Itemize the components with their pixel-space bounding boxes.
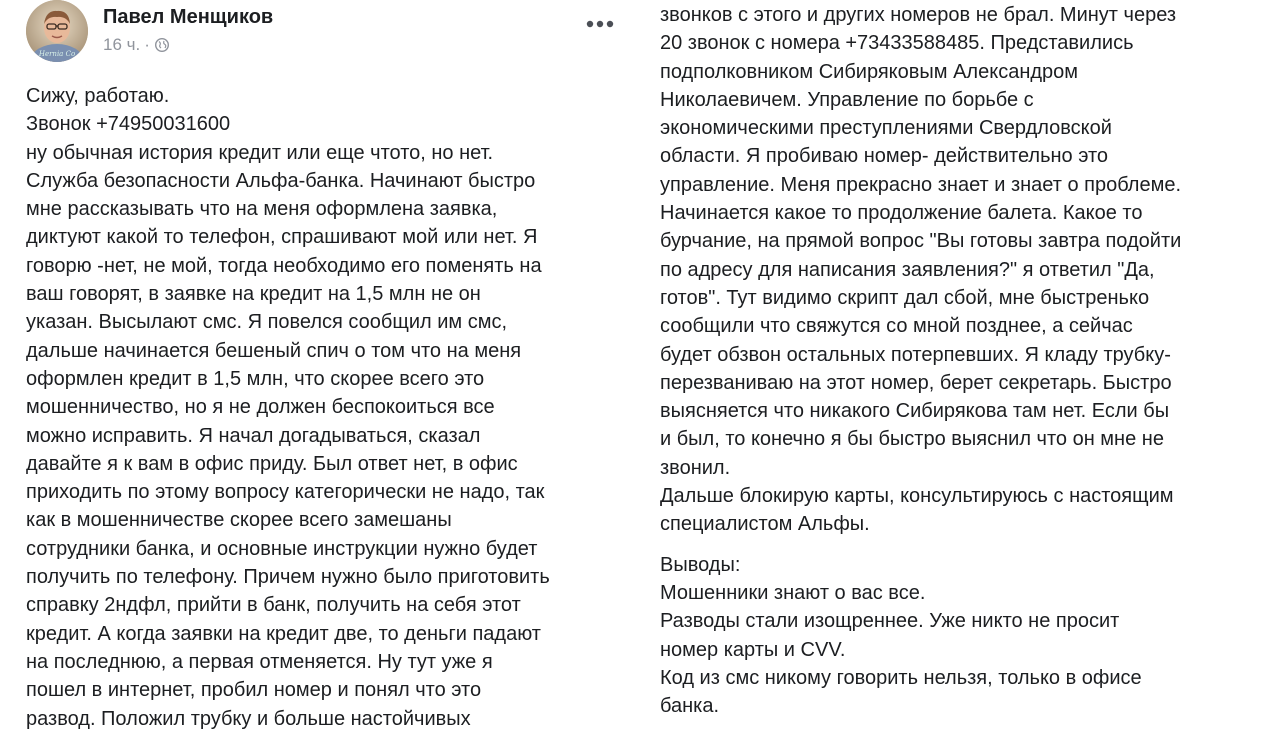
post-line: на последнюю, а первая отменяется. Ну тут уже я [26,650,493,673]
post-line: бурчание, на прямой вопрос "Вы готовы завтра подойти [660,230,1182,253]
post-line: области. Я пробиваю номер- действительно это [660,145,1109,168]
post-line: пошел в интернет, пробил номер и понял что это [26,679,482,702]
post-meta [103,35,170,55]
post-line: Разводы стали изощреннее. Уже никто не просит [660,610,1120,633]
globe-icon[interactable] [154,37,170,53]
post-line: можно исправить. Я начал догадываться, сказал [26,424,481,447]
post-line: и был, то конечно я бы быстро выяснил что он мне не [660,428,1164,451]
post-line: звонил. [660,456,731,479]
more-horizontal-icon [586,20,614,28]
post-header [26,0,626,64]
post-line: специалистом Альфы. [660,513,870,536]
post-line: дальше начинается бешеный спич о том что на меня [26,339,522,362]
meta-separator: · [144,35,150,54]
post-line: справку 2ндфл, прийти в банк, получить на себя этот [26,594,521,617]
post-line: Начинается какое то продолжение балета. Какое то [660,202,1143,225]
post-line: выясняется что никакого Сибирякова там нет. Если бы [660,400,1170,423]
post-line: банка. [660,695,720,718]
more-options-button[interactable] [584,8,616,40]
post-line: Служба безопасности Альфа-банка. Начинают быстро [26,169,536,192]
post-line: ваш говорят, в заявке на кредит на 1,5 млн не он [26,283,481,306]
post-line: Николаевичем. Управление по борьбе с [660,88,1034,111]
post-line: оформлен кредит в 1,5 млн, что скорее всего это [26,367,485,390]
post-line: Дальше блокирую карты, консультируюсь с настоящим [660,485,1174,508]
post-line: 20 звонок с номера +73433588485. Представились [660,32,1134,55]
post-line: готов". Тут видимо скрипт дал сбой, мне быстренько [660,286,1150,309]
post-line: подполковником Сибиряковым Александром [660,60,1079,83]
post-line: звонков с этого и других номеров не брал. Минут через [660,4,1177,26]
post-line: говорю -нет, не мой, тогда необходимо его поменять на [26,254,542,277]
post-line: сотрудники банка, и основные инструкции нужно будет [26,537,538,560]
paragraph-gap [660,539,1270,551]
post-line: приходить по этому вопросу категорически не надо, так [26,481,545,504]
post-line: будет обзвон остальных потерпевших. Я кладу трубку- [660,343,1171,366]
post-line: мошенничество, но я не должен беспокоиться все [26,396,495,419]
post-line: диктуют какой то телефон, спрашивают мой или нет. Я [26,226,538,249]
post-line: номер карты и CVV. [660,638,846,661]
post-line: Звонок +74950031600 [26,113,231,136]
avatar-image [26,0,88,62]
author-name[interactable]: Павел Менщиков [103,6,274,28]
post-line: перезваниваю на этот номер, берет секретарь. Быстро [660,371,1172,394]
post-line: Код из смс никому говорить нельзя, только в офисе [660,666,1142,689]
post-right-panel [640,0,1278,734]
post-line: управление. Меня прекрасно знает и знает о проблеме. [660,173,1182,196]
svg-text:Hernia Co: Hernia Co [38,50,76,58]
avatar[interactable] [26,0,88,62]
post-line: ну обычная история кредит или еще чтото, но нет. [26,141,494,164]
post-line: мне рассказывать что на меня оформлена заявка, [26,198,498,221]
post-line: развод. Положил трубку и больше настойчивых [26,707,471,730]
post-text-right [660,1,1270,720]
post-line: сообщили что свяжутся со мной позднее, а сейчас [660,315,1133,338]
post-time[interactable]: 16 ч. [103,35,141,54]
post-line: давайте я к вам в офис приду. Был ответ нет, в офис [26,452,518,475]
post-line: экономическими преступлениями Свердловской [660,117,1112,140]
post-line: как в мошенничестве скорее всего замешаны [26,509,452,532]
post-text-left [26,82,626,733]
post-line: по адресу для написания заявления?" я ответил "Да, [660,258,1155,281]
conclusions-heading: Выводы: [660,553,741,576]
post-line: кредит. А когда заявки на кредит две, то деньги падают [26,622,541,645]
post-line: Мошенники знают о вас все. [660,581,926,604]
post-line: получить по телефону. Причем нужно было приготовить [26,566,550,589]
post-line: Сижу, работаю. [26,85,170,107]
post-line: указан. Высылают смс. Я повелся сообщил им смс, [26,311,507,334]
